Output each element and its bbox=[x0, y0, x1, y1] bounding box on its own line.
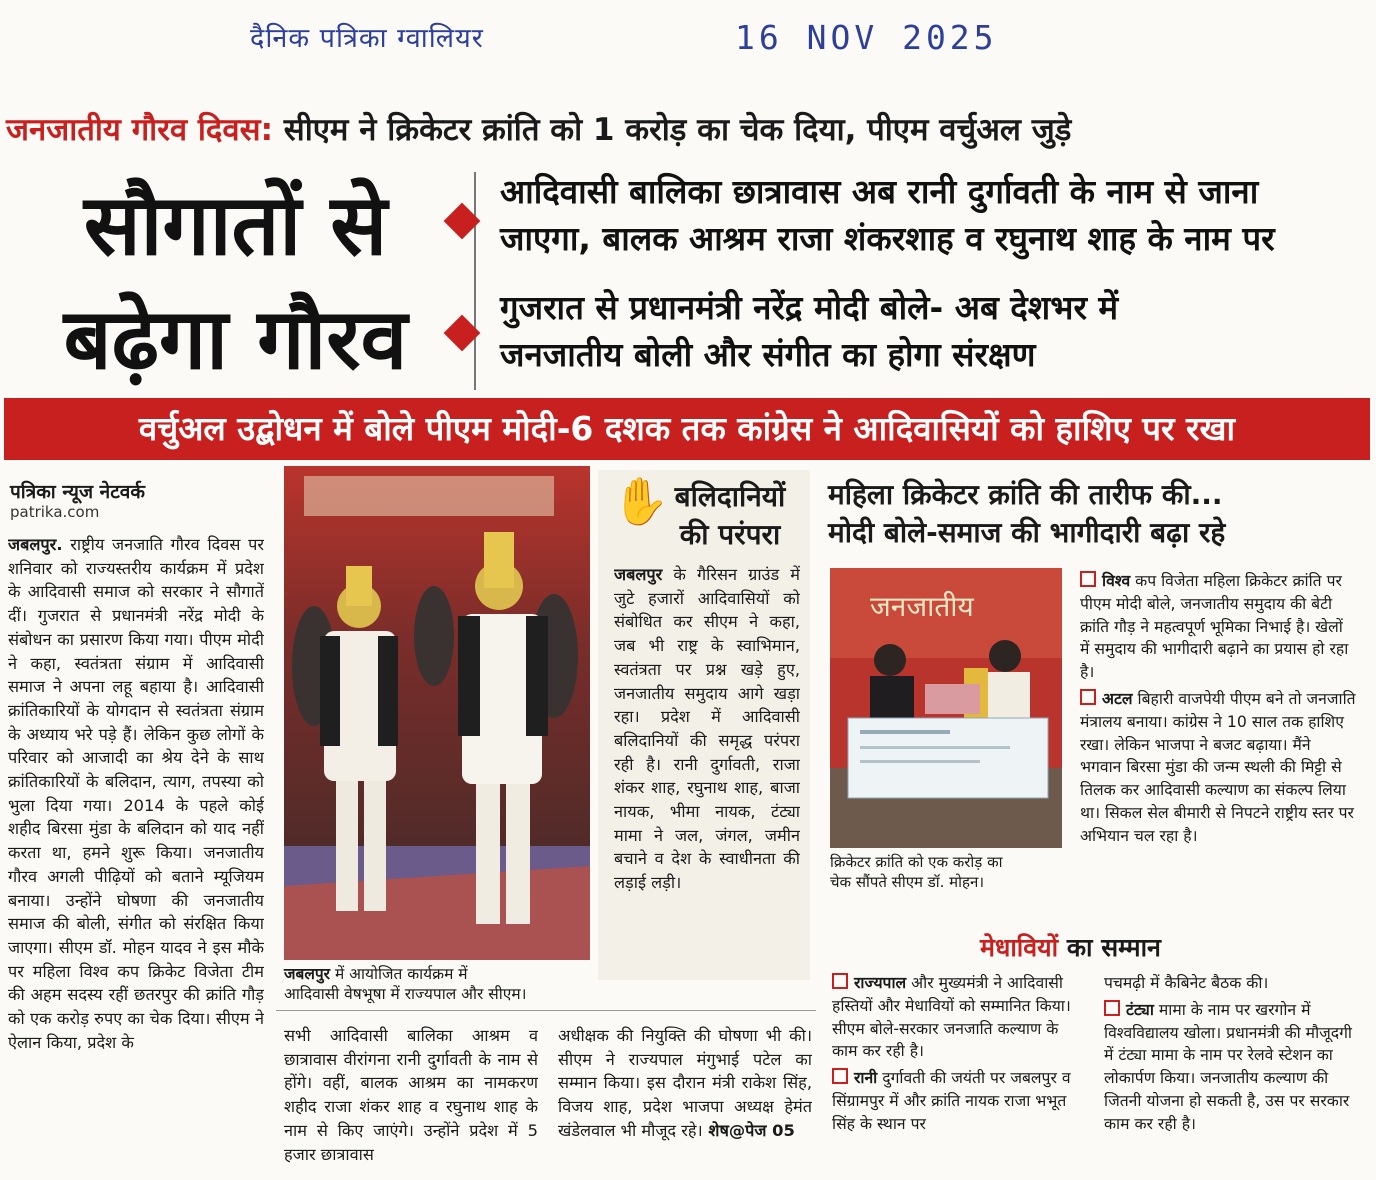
sidebar-text bbox=[614, 563, 800, 977]
bullet-lead: रानी bbox=[854, 1068, 878, 1088]
column-divider bbox=[276, 1010, 816, 1011]
medhavi-continued: पचमढ़ी में कैबिनेट बैठक की। bbox=[1104, 973, 1269, 992]
bullet-text: मामा के नाम पर खरगोन में विश्वविद्यालय खोला। प्रधानमंत्री की मौजूदगी में टंट्या मामा के नाम पर रेलवे स्टेशन का लोकार्पण किया। जनजातीय कल्याण की जितनी योजना हो सकती है, उस पर सरकार काम कर रही है। bbox=[1104, 999, 1352, 1133]
cheque-caption-2: चेक सौंपते सीएम डॉ. मोहन। bbox=[830, 873, 985, 891]
square-bullet-icon bbox=[1080, 571, 1096, 587]
medhavi-heading-rest: का सम्मान bbox=[1058, 933, 1161, 962]
deck-2-line-1: गुजरात से प्रधानमंत्री नरेंद्र मोदी बोले- अब देशभर में bbox=[500, 288, 1119, 327]
bullet-lead: राज्यपाल bbox=[854, 973, 907, 992]
column-1-body: राष्ट्रीय जनजाति गौरव दिवस पर शनिवार को राज्यस्तरीय कार्यक्रम में प्रदेश के आदिवासी समाज को सरकार ने सौगातें दीं। गुजरात से प्रधानमंत्री नरेंद्र मोदी के संबोधन का प्रसारण किया गया। पीएम मोदी ने कहा, स्वतंत्रता संग्राम में आदिवासी समाज ने अपना लहू बहाया है। आदिवासी क्रांतिकारियों के योगदान से स्वतंत्रता संग्राम के अध्याय भरे पड़े हैं। लेकिन कुछ लोगों के परिवार को आजादी का श्रेय देने के साथ क्रांतिकारियों के बलिदान, त्याग, तपस्या को भुला दिया गया। 2014 के पहले कोई शहीद बिरसा मुंडा के बलिदान को याद नहीं करता था, हमने शुरू किया। जनजातीय गौरव अगली पीढ़ियों को बताने म्यूजियम बनाया। उन्होंने घोषणा की जनजातीय समाज की बोली, संगीत को संरक्षित किया जाएगा। सीएम डॉ. मोहन यादव ने इस मौके पर महिला विश्व कप क्रिकेट विजेता टीम की अहम सदस्य रहीं छतरपुर की क्रांति गौड़ को एक करोड़ रुपए का चेक दिया। सीएम ने ऐलान किया, प्रदेश के bbox=[8, 535, 264, 1052]
bullet-text: दुर्गावती की जयंती पर जबलपुर व सिंग्रामपुर में और क्रांति नायक राजा भभूत सिंह के स्थान पर bbox=[832, 1068, 1071, 1133]
column-3-body: अधीक्षक की नियुक्ति की घोषणा भी की। सीएम ने राज्यपाल मंगुभाई पटेल का सम्मान किया। इस दौरान मंत्री राकेश सिंह, विजय शाह, प्रदेश भाजपा अध्यक्ष हेमंत खंडेलवाल भी मौजूद रहे। bbox=[558, 1026, 812, 1140]
continued-jump: शेष@पेज 05 bbox=[702, 1120, 795, 1140]
cheque-caption-1: क्रिकेटर क्रांति को एक करोड़ का bbox=[830, 853, 1003, 871]
date-stamp: 16 NOV 2025 bbox=[735, 18, 998, 57]
medhavi-bullet-2 bbox=[832, 1067, 1086, 1135]
kicker-text: सीएम ने क्रिकेटर क्रांति को 1 करोड़ का चेक दिया, पीएम वर्चुअल जुड़े bbox=[272, 112, 1072, 148]
photo-sign-text: जनजातीय bbox=[870, 590, 974, 623]
right-headline bbox=[828, 476, 1368, 552]
headline-line-2: बढ़ेगा गौरव bbox=[63, 289, 408, 388]
cheque-photo-caption bbox=[830, 852, 1070, 892]
deck-2-line-2: जनजातीय बोली और संगीत का होगा संरक्षण bbox=[500, 335, 1036, 374]
caption-line-2: आदिवासी वेषभूषा में राज्यपाल और सीएम। bbox=[284, 985, 527, 1003]
medhavi-heading-red: मेधावियों bbox=[980, 933, 1059, 962]
deck-1-line-1: आदिवासी बालिका छात्रावास अब रानी दुर्गावती के नाम से जाना bbox=[500, 172, 1259, 211]
byline: पत्रिका न्यूज नेटवर्क bbox=[10, 481, 145, 503]
square-bullet-icon bbox=[832, 973, 848, 989]
sidebar-title bbox=[660, 478, 800, 554]
sidebar-dateline: जबलपुर bbox=[614, 565, 663, 584]
red-banner: वर्चुअल उद्बोधन में बोले पीएम मोदी-6 दशक तक कांग्रेस ने आदिवासियों को हाशिए पर रखा bbox=[4, 398, 1370, 460]
square-bullet-icon bbox=[832, 1068, 848, 1084]
medhavi-bullet-3 bbox=[1104, 999, 1358, 1136]
deck-1-line-2: जाएगा, बालक आश्रम राजा शंकरशाह व रघुनाथ शाह के नाम पर bbox=[500, 219, 1275, 258]
column-2-bottom: सभी आदिवासी बालिका आश्रम व छात्रावास वीरांगना रानी दुर्गावती के नाम से होंगे। वहीं, बालक आश्रम का नामकरण शहीद राजा शंकर शाह व रघुनाथ शाह के नाम से किए जाएंगे। उन्होंने प्रदेश में 5 हजार छात्रावास bbox=[284, 1026, 538, 1164]
headline-line-1: सौगातों से bbox=[83, 175, 388, 274]
photo-1-caption bbox=[284, 964, 590, 1004]
right-bullets bbox=[1080, 570, 1356, 895]
bullet-text: बिहारी वाजपेयी पीएम बने तो जनजाति मंत्रालय बनाया। कांग्रेस ने 10 साल तक हाशिए रखा। लेकिन भाजपा ने बजट बढ़ाया। मैंने भगवान बिरसा मुंडा की जन्म स्थली की मिट्टी से तिलक कर आदिवासी कल्याण का संकल्प लिया था। सिकल सेल बीमारी से निपटने राष्ट्रीय स्तर पर अभियान चल रहा है। bbox=[1080, 688, 1356, 845]
sidebar-title-1: बलिदानियों bbox=[674, 480, 786, 513]
caption-bold: जबलपुर bbox=[284, 965, 331, 983]
bullet-lead: टंट्या bbox=[1126, 999, 1154, 1019]
sidebar-title-2: की परंपरा bbox=[679, 518, 781, 551]
caption-line-1: में आयोजित कार्यक्रम में bbox=[330, 965, 468, 983]
column-1-text bbox=[8, 533, 264, 1173]
right-headline-2: मोदी बोले-समाज की भागीदारी बढ़ा रहे bbox=[828, 516, 1226, 549]
cheque-photo bbox=[830, 568, 1062, 848]
medhavi-column-2 bbox=[1104, 972, 1358, 1176]
site-url: patrika.com bbox=[10, 503, 100, 521]
kicker bbox=[6, 108, 1071, 150]
medhavi-column-1 bbox=[832, 972, 1086, 1176]
paper-stamp: दैनिक पत्रिका ग्वालियर bbox=[250, 23, 484, 54]
medhavi-heading bbox=[980, 930, 1161, 964]
column-3-bottom bbox=[558, 1024, 812, 1174]
bullet-text: और मुख्यमंत्री ने आदिवासी हस्तियों और मेधावियों को सम्मानित किया। सीएम बोले-सरकार जनजाति कल्याण के काम कर रही है। bbox=[832, 973, 1071, 1061]
sidebar-body: के गैरिसन ग्राउंड में जुटे हजारों आदिवासियों को संबोधित कर सीएम ने कहा, जब भी राष्ट्र के स्वाभिमान, स्वतंत्रता पर प्रश्न खड़े हुए, जनजातीय समुदाय आगे खड़ा रहा। प्रदेश में आदिवासी बलिदानियों की समृद्ध परंपरा रही है। रानी दुर्गावती, राजा शंकर शाह, रघुनाथ शाह, बाजा नायक, भीमा नायक, टंट्या मामा ने जल, जंगल, जमीन बचाने व देश के स्वाधीनता की लड़ाई लड़ी। bbox=[614, 565, 800, 893]
raised-hand-icon: ✋ bbox=[612, 474, 670, 528]
dateline: जबलपुर. bbox=[8, 535, 63, 554]
deck-2 bbox=[500, 284, 1360, 378]
bullet-lead: अटल bbox=[1102, 688, 1133, 708]
deck-1 bbox=[500, 168, 1360, 262]
medhavi-bullet-1 bbox=[832, 972, 1086, 1063]
right-bullet-2 bbox=[1080, 688, 1356, 848]
headline-divider bbox=[474, 172, 476, 390]
right-bullet-1 bbox=[1080, 570, 1356, 684]
right-headline-1: महिला क्रिकेटर क्रांति की तारीफ की... bbox=[828, 478, 1223, 511]
square-bullet-icon bbox=[1104, 1000, 1120, 1016]
bullet-lead: विश्व bbox=[1102, 571, 1131, 590]
kicker-label: जनजातीय गौरव दिवस: bbox=[6, 112, 273, 148]
square-bullet-icon bbox=[1080, 689, 1096, 705]
bullet-text: कप विजेता महिला क्रिकेटर क्रांति पर पीएम मोदी बोले, जनजातीय समुदाय की बेटी क्रांति गौड़ ने महत्वपूर्ण भूमिका निभाई है। खेलों में समुदाय की भागीदारी बढ़ाने का प्रयास हो रहा है। bbox=[1080, 571, 1349, 682]
event-photo bbox=[284, 466, 590, 960]
